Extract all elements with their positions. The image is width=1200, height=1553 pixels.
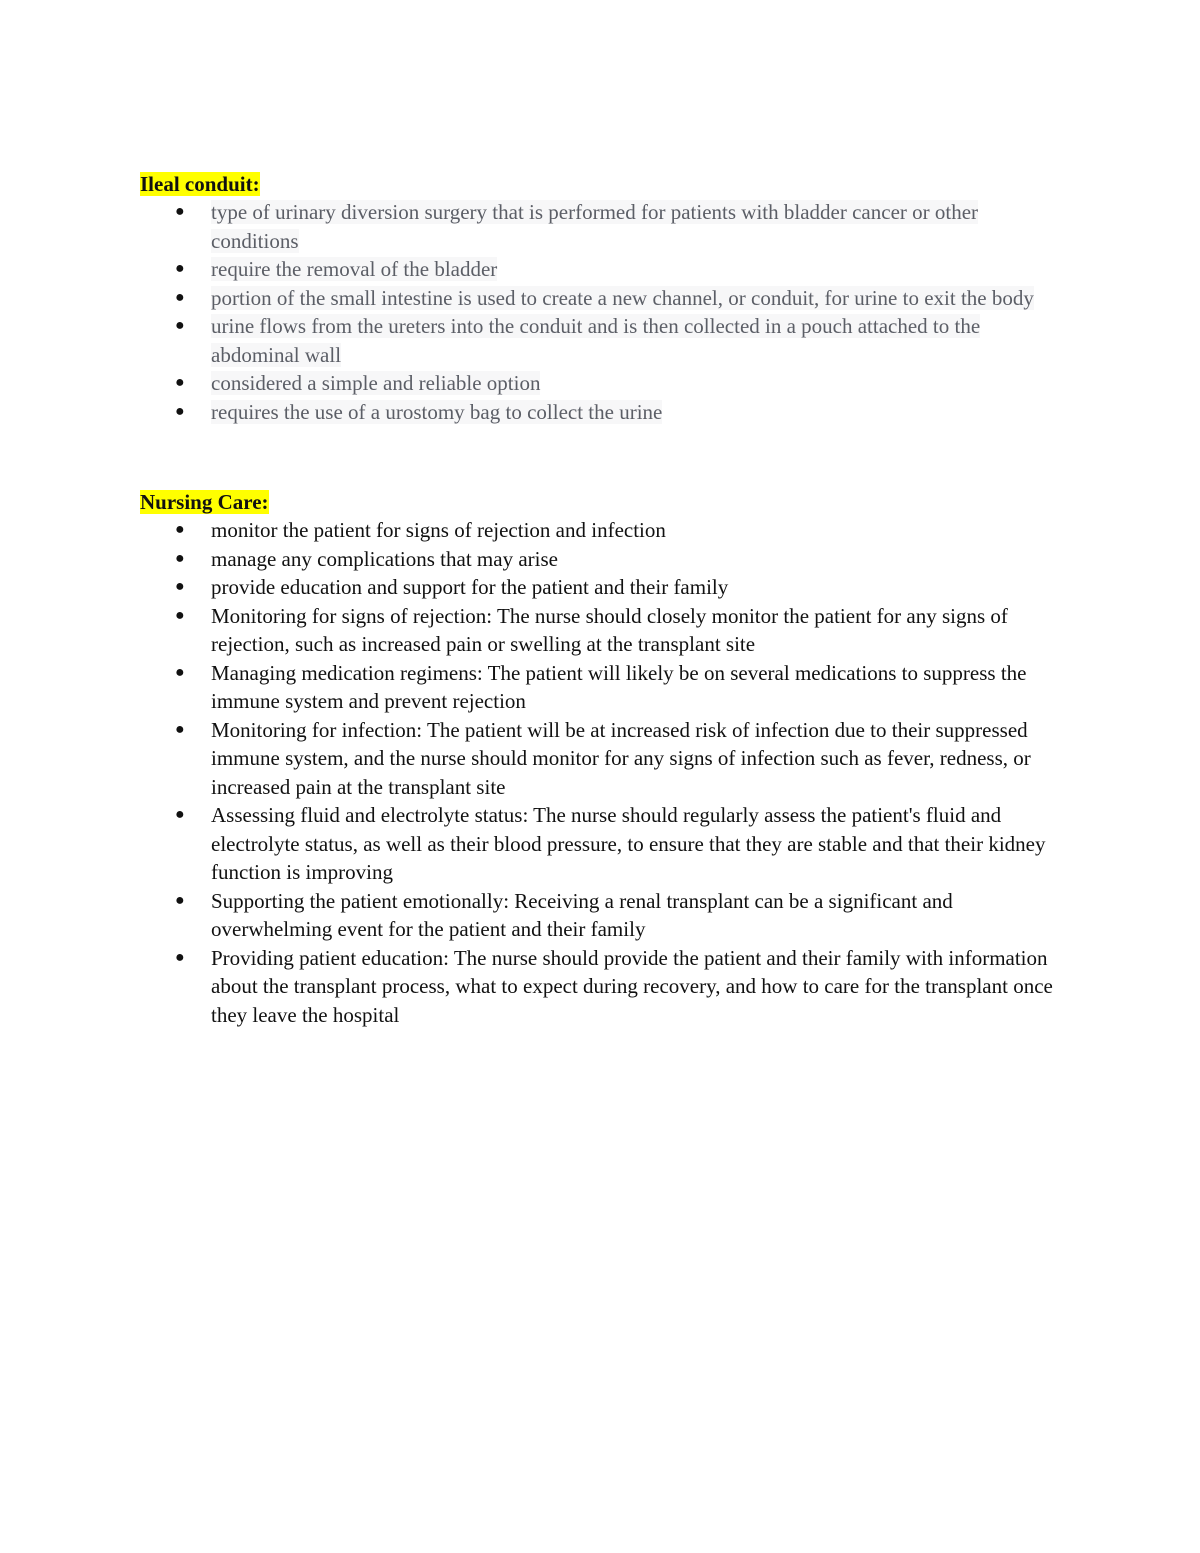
list-item: ● Monitoring for signs of rejection: The nurse should closely monitor the patient for any signs of rejection, such as increased pain or swelling at the transplant site: [175, 603, 1008, 656]
list-item: ● monitor the patient for signs of rejection and infection: [140, 516, 1060, 545]
list-item: ● portion of the small intestine is used to create a new channel, or conduit, for urine to exit the body: [140, 284, 1060, 313]
list-item: ● requires the use of a urostomy bag to collect the urine: [140, 398, 1060, 427]
bullet-list: [140, 198, 1060, 426]
bullet-icon: ●: [175, 806, 185, 823]
document-page: [140, 170, 1060, 1029]
section-heading: Ileal conduit:: [140, 172, 260, 196]
list-item: ● Monitoring for infection: The patient will be at increased risk of infection due to their suppressed immune system, and the nurse should monitor for any signs of infection such as fever, redness, or increased pain at the transplant site: [175, 717, 1031, 799]
bullet-icon: ●: [175, 203, 185, 220]
bullet-icon: ●: [175, 549, 185, 567]
list-item: ● type of urinary diversion surgery that is performed for patients with bladder cancer or other conditions: [175, 200, 979, 253]
nursing-care-section: [140, 488, 1060, 1029]
bullet-icon: ●: [175, 402, 185, 420]
bullet-icon: ●: [175, 948, 185, 966]
bullet-icon: ●: [175, 317, 185, 334]
list-item: ● provide education and support for the patient and their family: [140, 573, 1060, 602]
list-item: ● Supporting the patient emotionally: Receiving a renal transplant can be a significant and overwhelming event for the patient and their family: [175, 888, 953, 941]
bullet-icon: ●: [175, 606, 185, 624]
bullet-icon: ●: [175, 521, 185, 538]
bullet-icon: ●: [175, 288, 185, 306]
bullet-list: [140, 516, 1060, 1029]
list-item: ● Assessing fluid and electrolyte status: The nurse should regularly assess the patient's fluid and electrolyte status, as well as their blood pressure, to ensure that they are stable and that their kidney function is improving: [175, 803, 1046, 884]
list-item: ● require the removal of the bladder: [140, 255, 1060, 284]
list-item: ● manage any complications that may arise: [140, 545, 1060, 574]
list-item: ● Managing medication regimens: The patient will likely be on several medications to suppress the immune system and prevent rejection: [175, 660, 1027, 713]
bullet-icon: ●: [175, 663, 185, 681]
bullet-icon: ●: [175, 374, 185, 391]
bullet-icon: ●: [175, 891, 185, 909]
section-heading: Nursing Care:: [140, 490, 269, 514]
ileal-conduit-section: [140, 170, 1060, 426]
list-item: ● urine flows from the ureters into the conduit and is then collected in a pouch attached to the abdominal wall: [175, 314, 981, 367]
bullet-icon: ●: [175, 260, 185, 277]
list-item: ● Providing patient education: The nurse should provide the patient and their family with information about the transplant process, what to expect during recovery, and how to care for the transplant once they leave the hospital: [175, 945, 1053, 1027]
bullet-icon: ●: [175, 720, 185, 738]
bullet-icon: ●: [175, 578, 185, 595]
list-item: ● considered a simple and reliable option: [140, 369, 1060, 398]
